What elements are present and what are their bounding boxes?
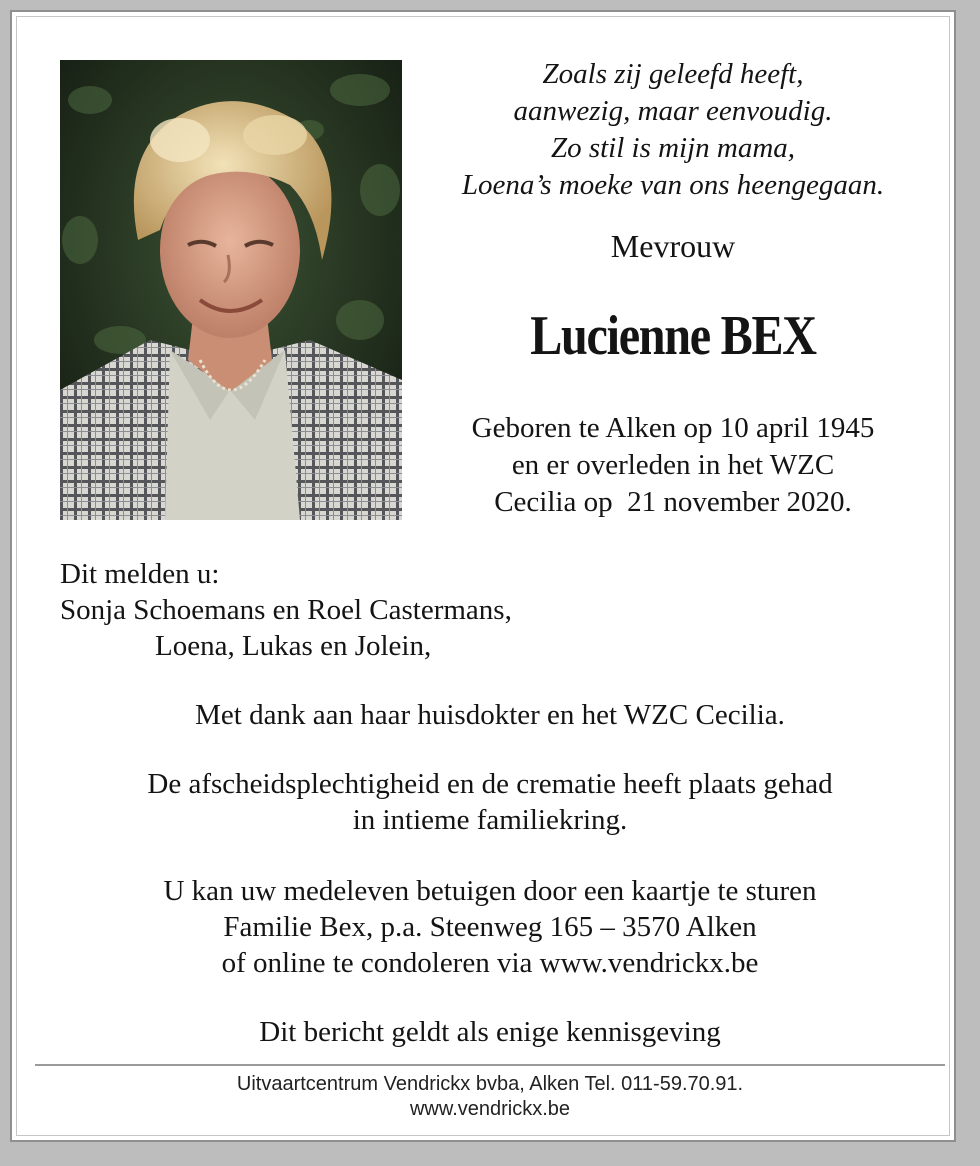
portrait-photo: [60, 60, 402, 520]
footer-company: Uitvaartcentrum Vendrickx bvba, Alken Tel. 011-59.70.91.: [236, 1073, 744, 1095]
birth-death-info: [425, 410, 921, 521]
announcers: [60, 556, 512, 664]
ceremony: [40, 766, 940, 838]
poem-line: Loena’s moeke van ons heengegaan.: [461, 169, 885, 201]
thanks: [40, 697, 940, 733]
honorific: Mevrouw: [610, 228, 736, 264]
announcers-line: Sonja Schoemans en Roel Castermans,: [60, 594, 512, 626]
ceremony-line: in intieme familiekring.: [352, 804, 628, 836]
announcers-line: Loena, Lukas en Jolein,: [155, 630, 432, 662]
condolences-online: of online te condoleren via www.vendrickx.be: [221, 947, 759, 979]
condolences-address: Familie Bex, p.a. Steenweg 165 – 3570 Alken: [223, 911, 757, 943]
death-date-line: Cecilia op 21 november 2020.: [494, 486, 852, 518]
birth-line: Geboren te Alken op 10 april 1945: [471, 412, 875, 444]
condolences-line: U kan uw medeleven betuigen door een kaartje te sturen: [163, 875, 817, 907]
deceased-name: Lucienne BEX: [530, 305, 816, 367]
death-line: en er overleden in het WZC: [511, 449, 835, 481]
notice-line: Dit bericht geldt als enige kennisgeving: [259, 1016, 721, 1048]
footer-website: www.vendrickx.be: [409, 1098, 571, 1120]
thanks-line: Met dank aan haar huisdokter en het WZC Cecilia.: [195, 699, 785, 731]
footer: [40, 1072, 940, 1122]
announcers-intro: Dit melden u:: [60, 558, 220, 590]
poem: [425, 56, 921, 204]
poem-line: Zoals zij geleefd heeft,: [542, 58, 804, 90]
poem-line: aanwezig, maar eenvoudig.: [513, 95, 833, 127]
divider: [35, 1064, 945, 1066]
notice: [40, 1014, 940, 1050]
condolences: [40, 873, 940, 981]
poem-line: Zo stil is mijn mama,: [550, 132, 796, 164]
ceremony-line: De afscheidsplechtigheid en de crematie heeft plaats gehad: [147, 768, 833, 800]
